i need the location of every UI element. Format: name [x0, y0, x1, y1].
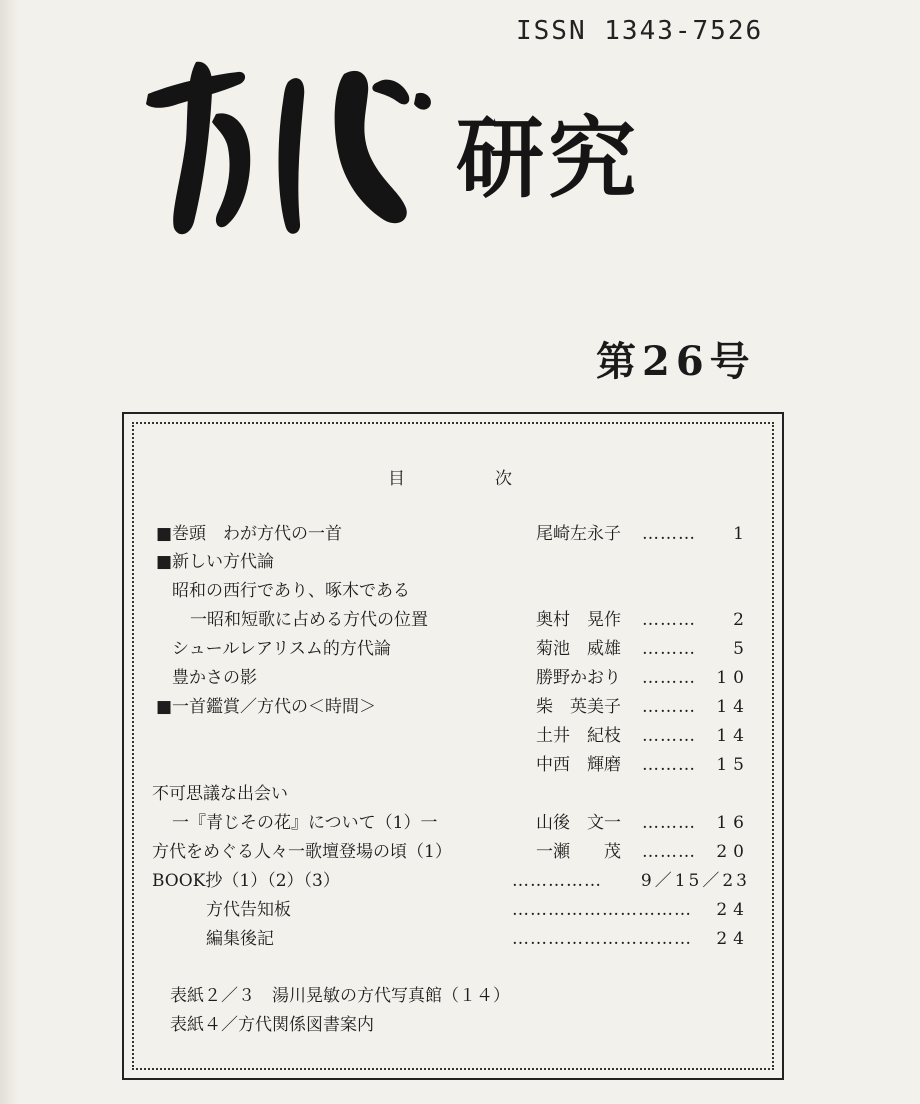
toc-page: 9／15／23 — [640, 871, 750, 891]
toc-row — [0, 809, 920, 837]
toc-footer-line: 表紙４／方代関係図書案内 — [170, 1015, 374, 1035]
toc-row — [0, 867, 920, 895]
toc-leader: ……… — [642, 813, 696, 833]
toc-row — [0, 780, 920, 808]
toc-leader: ……… — [642, 524, 696, 544]
toc-title: 方代をめぐる人々一歌壇登場の頃（1） — [152, 842, 452, 862]
toc-row — [0, 751, 920, 779]
toc-page: 20 — [716, 842, 750, 862]
toc-leader: ………………………… — [512, 900, 692, 920]
toc-title: BOOK抄（1）（2）（3） — [152, 871, 340, 891]
toc-page: 24 — [716, 900, 750, 920]
toc-leader: ……… — [642, 668, 696, 688]
toc-heading — [388, 464, 512, 489]
toc-page: 1 — [733, 524, 750, 544]
toc-row — [0, 693, 920, 721]
toc-page: 10 — [716, 668, 750, 688]
toc-leader: ……… — [642, 639, 696, 659]
calligraphy-stroke — [212, 113, 250, 227]
issn-number: ISSN 1343-7526 — [516, 16, 764, 46]
toc-row — [0, 664, 920, 692]
toc-author: 尾崎左永子 — [536, 524, 621, 544]
toc-title: 不可思議な出会い — [152, 784, 288, 804]
toc-title: 方代告知板 — [206, 900, 291, 920]
toc-row — [0, 635, 920, 663]
toc-author: 勝野かおり — [536, 668, 621, 688]
toc-page: 2 — [733, 610, 750, 630]
toc-page: 14 — [716, 697, 750, 717]
toc-row — [0, 606, 920, 634]
toc-author: 一瀬 茂 — [536, 842, 621, 862]
toc-author: 菊池 威雄 — [536, 639, 621, 659]
toc-row — [0, 838, 920, 866]
toc-row — [0, 520, 920, 548]
toc-title: 一『青じその花』について（1）一 — [172, 813, 438, 833]
title-word: 研究 — [456, 106, 641, 210]
toc-heading-right: 次 — [495, 469, 512, 489]
toc-title: 豊かさの影 — [172, 668, 257, 688]
toc-title: 編集後記 — [206, 929, 274, 949]
toc-page: 16 — [716, 813, 750, 833]
toc-row — [0, 925, 920, 953]
toc-title: 昭和の西行であり、啄木である — [172, 581, 410, 601]
toc-leader: …………… — [512, 871, 602, 891]
toc-author: 奥村 晃作 — [536, 610, 621, 630]
toc-leader: ……… — [642, 697, 696, 717]
calligraphy-logo — [138, 52, 448, 242]
toc-leader: ……… — [642, 755, 696, 775]
toc-author: 山後 文一 — [536, 813, 621, 833]
toc-author: 中西 輝磨 — [536, 755, 621, 775]
toc-heading-left: 目 — [388, 469, 405, 489]
toc-leader: ……… — [642, 726, 696, 746]
toc-row — [0, 577, 920, 605]
toc-page: 24 — [716, 929, 750, 949]
toc-page: 5 — [733, 639, 750, 659]
toc-footer-line: 表紙２／３ 湯川晃敏の方代写真館（１４） — [170, 986, 510, 1006]
toc-leader: ………………………… — [512, 929, 692, 949]
calligraphy-stroke — [372, 80, 409, 105]
toc-author: 土井 紀枝 — [536, 726, 621, 746]
toc-title: ■新しい方代論 — [156, 552, 275, 572]
toc-leader: ……… — [642, 842, 696, 862]
calligraphy-stroke — [414, 93, 431, 110]
journal-title — [138, 52, 738, 242]
toc-row — [0, 722, 920, 750]
toc-title: ■一首鑑賞／方代の＜時間＞ — [156, 697, 377, 717]
toc-page: 15 — [716, 755, 750, 775]
toc-title: 一昭和短歌に占める方代の位置 — [190, 610, 428, 630]
toc-row — [0, 548, 920, 576]
toc-row — [0, 896, 920, 924]
toc-leader: ……… — [642, 610, 696, 630]
toc-author: 柴 英美子 — [536, 697, 621, 717]
toc-title: シュールレアリスム的方代論 — [172, 639, 391, 659]
toc-title: ■巻頭 わが方代の一首 — [156, 524, 343, 544]
issue-number: 第26号 — [596, 338, 756, 385]
calligraphy-stroke — [279, 78, 305, 234]
toc-page: 14 — [716, 726, 750, 746]
